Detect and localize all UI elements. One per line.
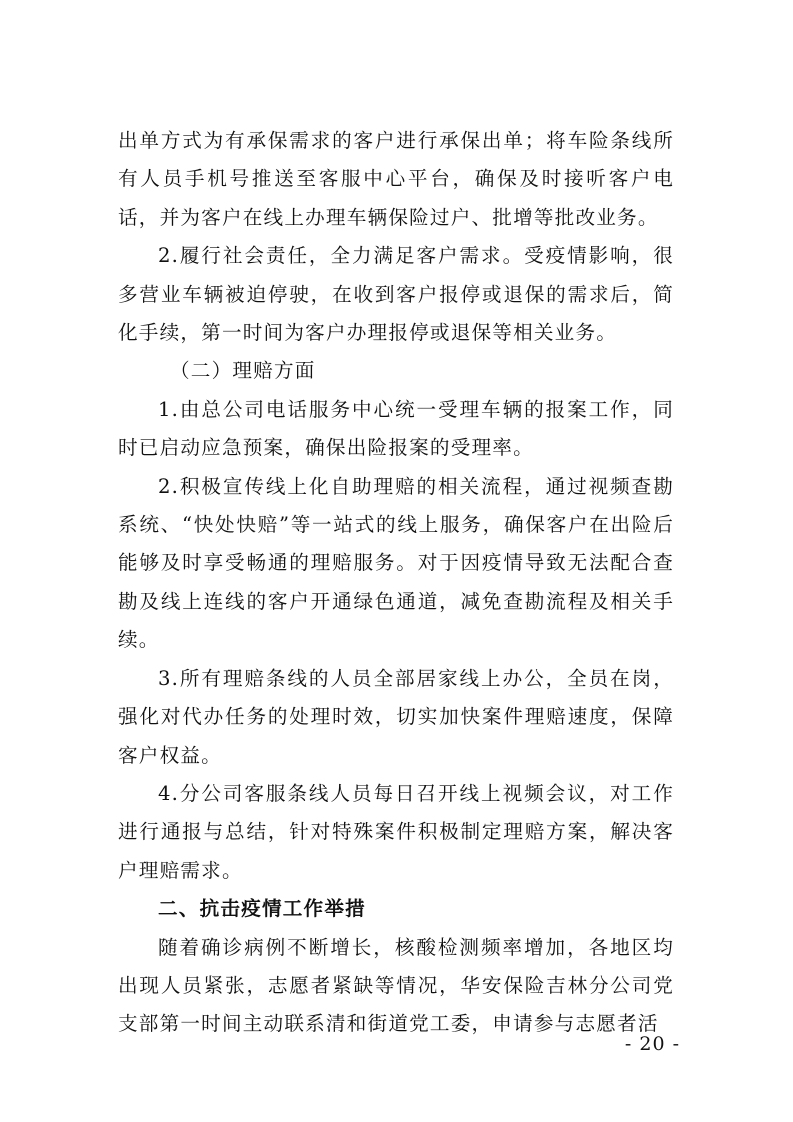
body-text xyxy=(118,122,674,1044)
paragraph-claims-item-1: 1.由总公司电话服务中心统一受理车辆的报案工作，同时已启动应急预案，确保出险报案的受理率。 xyxy=(118,397,674,460)
paragraph-measures-intro: 随着确诊病例不断增长，核酸检测频率增加，各地区均出现人员紧张，志愿者紧缺等情况，华安保险吉林分公司党支部第一时间主动联系清和街道党工委，申请参与志愿者活 xyxy=(118,935,674,1036)
paragraph-item-2-social-responsibility: 2.履行社会责任，全力满足客户需求。受疫情影响，很多营业车辆被迫停驶，在收到客户报停或退保的需求后，简化手续，第一时间为客户办理报停或退保等相关业务。 xyxy=(118,244,674,345)
subheading-claims: （二）理赔方面 xyxy=(170,359,316,383)
paragraph-claims-item-4: 4.分公司客服条线人员每日召开线上视频会议，对工作进行通报与总结，针对特殊案件积极制定理赔方案，解决客户理赔需求。 xyxy=(118,781,674,882)
paragraph-claims-item-3: 3.所有理赔条线的人员全部居家线上办公，全员在岗，强化对代办任务的处理时效，切实加快案件理赔速度，保障客户权益。 xyxy=(118,666,674,767)
paragraph-continuation: 出单方式为有承保需求的客户进行承保出单；将车险条线所有人员手机号推送至客服中心平台，确保及时接听客户电话，并为客户在线上办理车辆保险过户、批增等批改业务。 xyxy=(118,129,674,229)
page-number: - 20 - xyxy=(624,1033,680,1055)
section-heading-measures: 二、抗击疫情工作举措 xyxy=(158,897,366,921)
paragraph-claims-item-2: 2.积极宣传线上化自助理赔的相关流程，通过视频查勘系统、“快处快赔”等一站式的线上服务，确保客户在出险后能够及时享受畅通的理赔服务。对于因疫情导致无法配合查勘及线上连线的客户开通绿色通道，减免查勘流程及相关手续。 xyxy=(118,474,674,652)
